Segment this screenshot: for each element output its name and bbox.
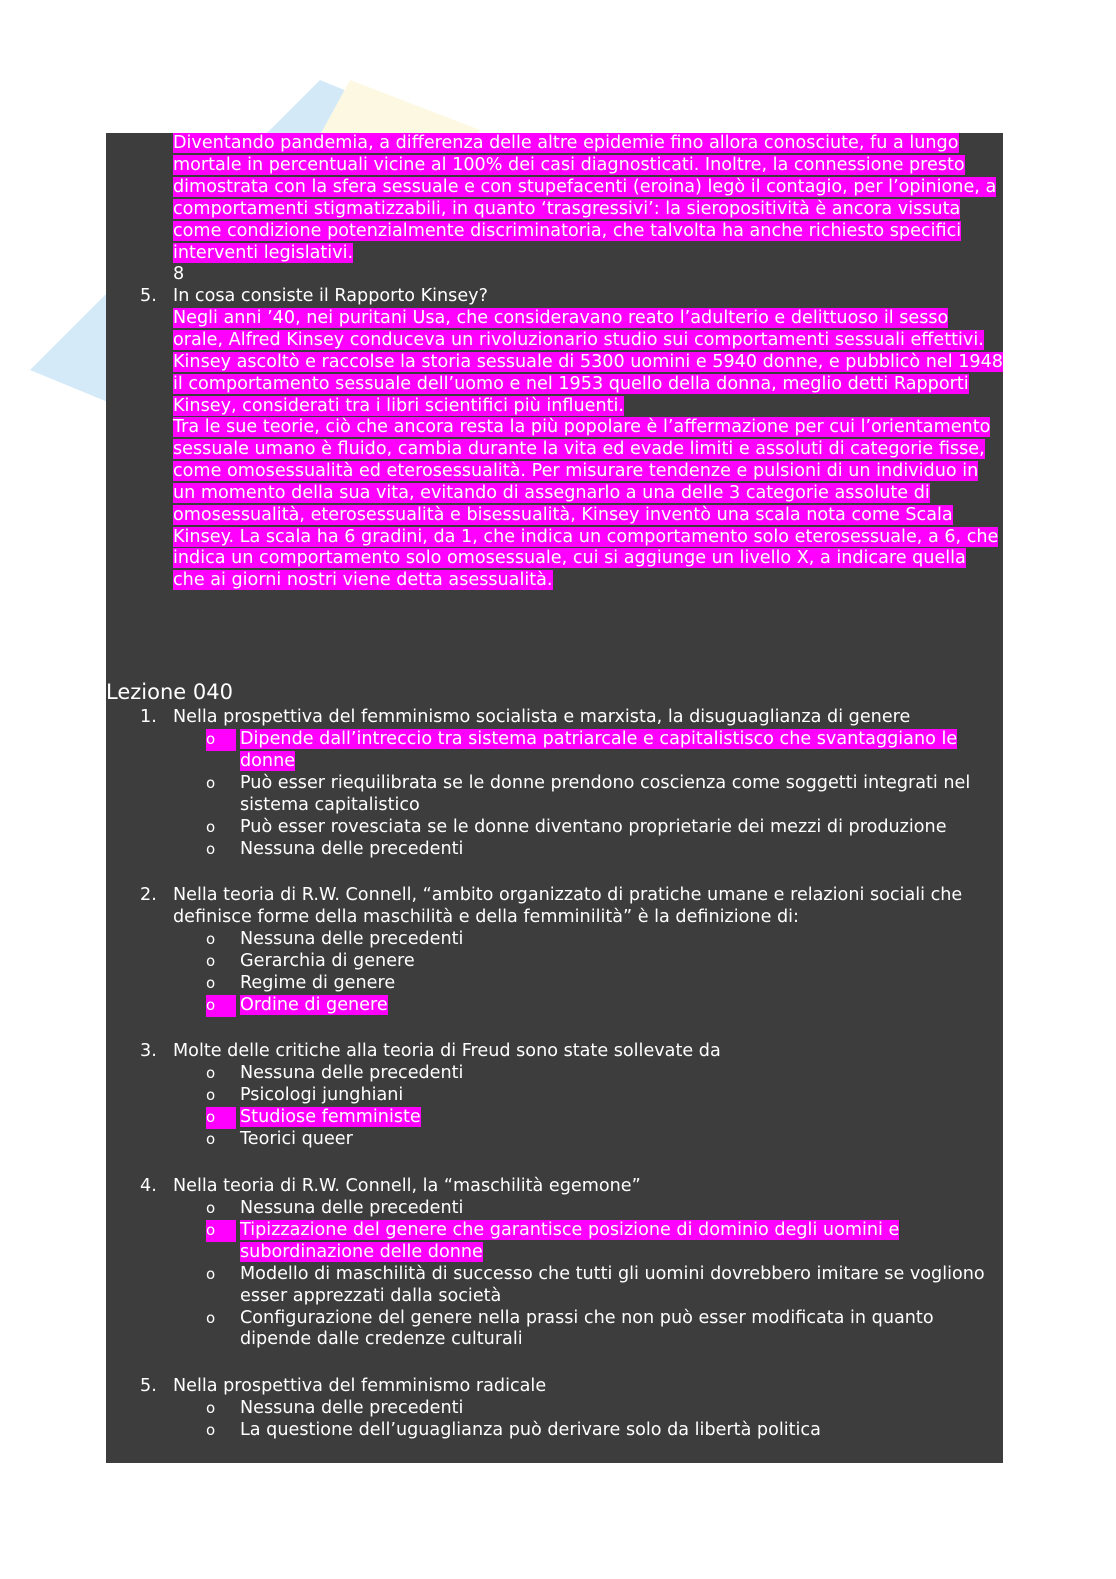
option-text: Teorici queer	[240, 1128, 353, 1149]
option-bullet: o	[206, 1064, 216, 1082]
option-bullet: o	[206, 1264, 216, 1283]
page-marker: 8	[173, 264, 185, 284]
answer-option	[106, 839, 1003, 861]
option-text: Nessuna delle precedenti	[240, 929, 464, 949]
option-bullet: o	[206, 729, 236, 751]
answer-option	[106, 773, 1003, 817]
answer-option	[106, 951, 1003, 973]
option-bullet: o	[206, 1220, 236, 1242]
highlighted-answer: Negli anni ’40, nei puritani Usa, che consideravano reato l’adulterio e delittuoso il sesso orale, Alfred Kinsey conduceva un rivoluzionario studio sui comportamenti sessuali effettivi. Kinsey ascoltò e raccolse la storia sessuale di 5300 uomini e 5940 donne, e pubblicò nel 1948 il comportamento sessuale dell’uomo e nel 1953 quello della donna, meglio detti Rapporti Kinsey, considerati tra i libri scientifici più influenti.	[173, 308, 1003, 416]
option-text: Tipizzazione del genere che garantisce posizione di dominio degli uomini e subordinazione delle donne	[240, 1219, 900, 1262]
option-bullet: o	[206, 1420, 216, 1439]
answer-paragraph	[173, 308, 1003, 418]
option-text: Nessuna delle precedenti	[240, 1063, 464, 1083]
option-text: Regime di genere	[240, 972, 396, 993]
answer-paragraph	[173, 417, 1003, 592]
answer-option	[106, 929, 1003, 951]
question-number: 3.	[140, 1041, 157, 1061]
option-text: La questione dell’uguaglianza può derivare solo da libertà politica	[240, 1419, 821, 1440]
question-text: Nella teoria di R.W. Connell, “ambito organizzato di pratiche umane e relazioni sociali che definisce forme della maschilità e della femminilità” è la definizione di:	[173, 885, 963, 927]
answer-options	[106, 1398, 1003, 1442]
option-bullet: o	[206, 1308, 216, 1327]
option-text: Gerarchia di genere	[240, 950, 415, 971]
document-page	[106, 133, 1003, 1463]
answer-option	[106, 1198, 1003, 1220]
option-text: Nessuna delle precedenti	[240, 1398, 464, 1418]
option-bullet: o	[206, 1399, 216, 1417]
answer-option-correct	[106, 1220, 1003, 1264]
option-text: Può esser riequilibrata se le donne prendono coscienza come soggetti integrati nel sistema capitalistico	[240, 772, 971, 815]
answer-option	[106, 1398, 1003, 1420]
answer-option	[106, 973, 1003, 995]
option-text: Dipende dall’intreccio tra sistema patriarcale e capitalistisco che svantaggiano le donne	[240, 729, 958, 771]
question-number: 5.	[140, 286, 157, 306]
answer-option	[106, 1129, 1003, 1151]
option-bullet: o	[206, 839, 216, 858]
question-number: 2.	[140, 885, 157, 905]
question-number: 1.	[140, 707, 157, 727]
answer-options	[106, 1198, 1003, 1351]
option-bullet: o	[206, 995, 236, 1017]
answer-options	[106, 1063, 1003, 1151]
answer-option-correct	[106, 995, 1003, 1017]
option-text: Nessuna delle precedenti	[240, 838, 464, 859]
option-bullet: o	[206, 773, 216, 792]
option-text: Configurazione del genere nella prassi che non può esser modificata in quanto dipende dalle credenze culturali	[240, 1307, 934, 1350]
question-text: Nella prospettiva del femminismo radicale	[173, 1376, 547, 1396]
answer-options	[106, 929, 1003, 1017]
lesson-heading: Lezione 040	[106, 680, 233, 704]
answer-option	[106, 1264, 1003, 1308]
question-number: 4.	[140, 1176, 157, 1196]
option-bullet: o	[206, 1107, 236, 1129]
question-text: Nella prospettiva del femminismo socialista e marxista, la disuguaglianza di genere	[173, 707, 911, 727]
answer-option	[106, 1420, 1003, 1442]
answer-option-correct	[106, 1107, 1003, 1129]
answer-option	[106, 1308, 1003, 1352]
option-bullet: o	[206, 817, 216, 836]
option-bullet: o	[206, 951, 216, 970]
option-text: Nessuna delle precedenti	[240, 1198, 464, 1218]
option-text: Psicologi junghiani	[240, 1084, 404, 1105]
question-text: In cosa consiste il Rapporto Kinsey?	[173, 286, 488, 306]
option-bullet: o	[206, 930, 216, 948]
question-text: Molte delle critiche alla teoria di Freud sono state sollevate da	[173, 1041, 721, 1061]
highlighted-answer: Diventando pandemia, a differenza delle altre epidemie fino allora conosciute, fu a lungo mortale in percentuali vicine al 100% dei casi diagnosticati. Inoltre, la connessione presto dimostrata con la sfera sessuale e con stupefacenti (eroina) legò il contagio, per l’opinione, a comportamenti stigmatizzabili, in quanto ‘trasgressivi’: la sieropositività è ancora vissuta come condizione potenzialmente discriminatoria, che talvolta ha anche richiesto specifici interventi legislativi.	[173, 133, 997, 263]
option-text: Studiose femministe	[240, 1106, 421, 1127]
option-text: Ordine di genere	[240, 994, 388, 1015]
option-text: Modello di maschilità di successo che tutti gli uomini dovrebbero imitare se vogliono esser apprezzati dalla società	[240, 1263, 985, 1306]
option-bullet: o	[206, 1129, 216, 1148]
answer-option-correct	[106, 729, 1003, 773]
answer-option	[106, 817, 1003, 839]
question-number: 5.	[140, 1376, 157, 1396]
answer-option	[106, 1085, 1003, 1107]
option-text: Può esser rovesciata se le donne diventano proprietarie dei mezzi di produzione	[240, 816, 947, 837]
option-bullet: o	[206, 1085, 216, 1104]
question-text: Nella teoria di R.W. Connell, la “maschilità egemone”	[173, 1176, 641, 1196]
highlighted-answer: Tra le sue teorie, ciò che ancora resta la più popolare è l’affermazione per cui l’orientamento sessuale umano è fluido, cambia durante la vita ed evade limiti e assoluti di categorie fisse, come omosessualità ed eterosessualità. Per misurare tendenze e pulsioni di un individuo in un momento della sua vita, evitando di assegnarlo a una delle 3 categorie assolute di omosessualità, eterosessualità e bisessualità, Kinsey inventò una scala nota come Scala Kinsey. La scala ha 6 gradini, da 1, che indica un comportamento solo eterosessuale, a 6, che indica un comportamento solo omosessuale, cui si aggiunge un livello X, a indicare quella che ai giorni nostri viene detta asessualità.	[173, 417, 999, 591]
option-bullet: o	[206, 1199, 216, 1217]
answer-options	[106, 729, 1003, 860]
option-bullet: o	[206, 973, 216, 992]
answer-option	[106, 1063, 1003, 1085]
answer-continuation	[173, 133, 1003, 264]
